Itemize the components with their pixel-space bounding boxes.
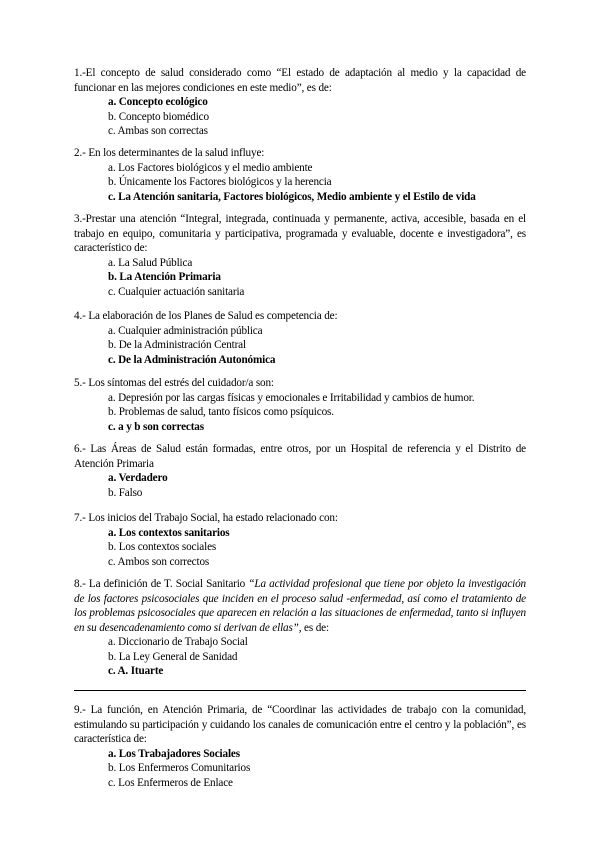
question-stem: 9.- La función, en Atención Primaria, de “Coordinar las actividades de trabajo con la comunidad, estimulando su participación y cuidando los canales de comunicación entre el centro y la población”, es característica de: bbox=[74, 704, 526, 745]
options-list bbox=[108, 161, 526, 205]
option-a: a. Verdadero bbox=[108, 472, 168, 484]
question-stem: 5.- Los síntomas del estrés del cuidador/a son: bbox=[74, 377, 274, 389]
option-a: a. Los Factores biológicos y el medio ambiente bbox=[108, 161, 313, 174]
option-b: b. Concepto biomédico bbox=[108, 110, 209, 123]
question-2 bbox=[74, 146, 526, 204]
option-c: c. A. Ituarte bbox=[108, 665, 164, 677]
question-9 bbox=[74, 703, 526, 790]
question-5 bbox=[74, 376, 526, 434]
option-b: b. La Atención Primaria bbox=[108, 271, 221, 283]
options-list bbox=[108, 526, 526, 570]
definition-quote: “La actividad profesional que tiene por objeto la investigación de los factores psicosociales que inciden en el proceso salud -enfermedad, así como el tratamiento de los problemas psicosociales que aparecen en relación a las situaciones de enfermedad, tanto si influyen en su desencadenamiento como si derivan de ellas”, bbox=[74, 578, 526, 634]
option-b: b. Falso bbox=[108, 486, 143, 499]
question-8 bbox=[74, 577, 526, 679]
question-stem: 1.-El concepto de salud considerado como “El estado de adaptación al medio y la capacidad de funcionar en las mejores condiciones en este medio”, es de: bbox=[74, 67, 526, 94]
divider bbox=[74, 690, 526, 691]
option-b: b. Únicamente los Factores biológicos y la herencia bbox=[108, 176, 332, 188]
question-7 bbox=[74, 511, 526, 569]
option-a: a. Los Trabajadores Sociales bbox=[108, 747, 240, 760]
option-c: c. De la Administración Autonómica bbox=[108, 353, 276, 366]
question-stem-outro: es de: bbox=[301, 621, 329, 634]
option-c: c. Ambas son correctas bbox=[108, 125, 208, 137]
option-b: b. Problemas de salud, tanto físicos como psíquicos. bbox=[108, 406, 334, 418]
question-3 bbox=[74, 212, 526, 299]
option-a: a. Concepto ecológico bbox=[108, 96, 208, 108]
options-list bbox=[108, 747, 526, 791]
options-list bbox=[108, 95, 526, 139]
option-b: b. De la Administración Central bbox=[108, 339, 246, 351]
options-list bbox=[108, 471, 526, 500]
option-a: a. Los contextos sanitarios bbox=[108, 526, 230, 539]
question-stem: 7.- Los inicios del Trabajo Social, ha estado relacionado con: bbox=[74, 512, 338, 524]
question-stem bbox=[74, 577, 526, 635]
option-b: b. Los Enfermeros Comunitarios bbox=[108, 762, 251, 774]
option-b: b. Los contextos sociales bbox=[108, 541, 217, 553]
option-c: c. Cualquier actuación sanitaria bbox=[108, 285, 245, 298]
option-c: c. La Atención sanitaria, Factores biológicos, Medio ambiente y el Estilo de vida bbox=[108, 190, 476, 203]
option-b: b. La Ley General de Sanidad bbox=[108, 650, 238, 663]
option-c: c. Ambos son correctos bbox=[108, 555, 210, 568]
options-list bbox=[108, 391, 526, 435]
option-a: a. Depresión por las cargas físicas y emocionales e Irritabilidad y cambios de humor. bbox=[108, 391, 475, 404]
options-list bbox=[108, 324, 526, 368]
question-stem: 4.- La elaboración de los Planes de Salud es competencia de: bbox=[74, 310, 338, 322]
question-stem: 2.- En los determinantes de la salud influye: bbox=[74, 147, 265, 159]
question-stem: 6.- Las Áreas de Salud están formadas, entre otros, por un Hospital de referencia y el Distrito de Atención Primaria bbox=[74, 443, 526, 470]
question-stem: 3.-Prestar una atención “Integral, integrada, continuada y permanente, activa, accesible, basada en el trabajo en equipo, comunitaria y participativa, programada y evaluable, docente e investigadora”, es característico de: bbox=[74, 213, 526, 254]
option-c: c. Los Enfermeros de Enlace bbox=[108, 776, 233, 789]
options-list bbox=[108, 256, 526, 300]
question-6 bbox=[74, 442, 526, 500]
option-a: a. La Salud Pública bbox=[108, 256, 193, 269]
question-stem-intro: 8.- La definición de T. Social Sanitario bbox=[74, 578, 246, 590]
option-c: c. a y b son correctas bbox=[108, 420, 204, 433]
question-1 bbox=[74, 66, 526, 139]
option-a: a. Cualquier administración pública bbox=[108, 324, 263, 337]
options-list bbox=[108, 635, 526, 679]
option-a: a. Diccionario de Trabajo Social bbox=[108, 636, 248, 648]
question-4 bbox=[74, 309, 526, 367]
